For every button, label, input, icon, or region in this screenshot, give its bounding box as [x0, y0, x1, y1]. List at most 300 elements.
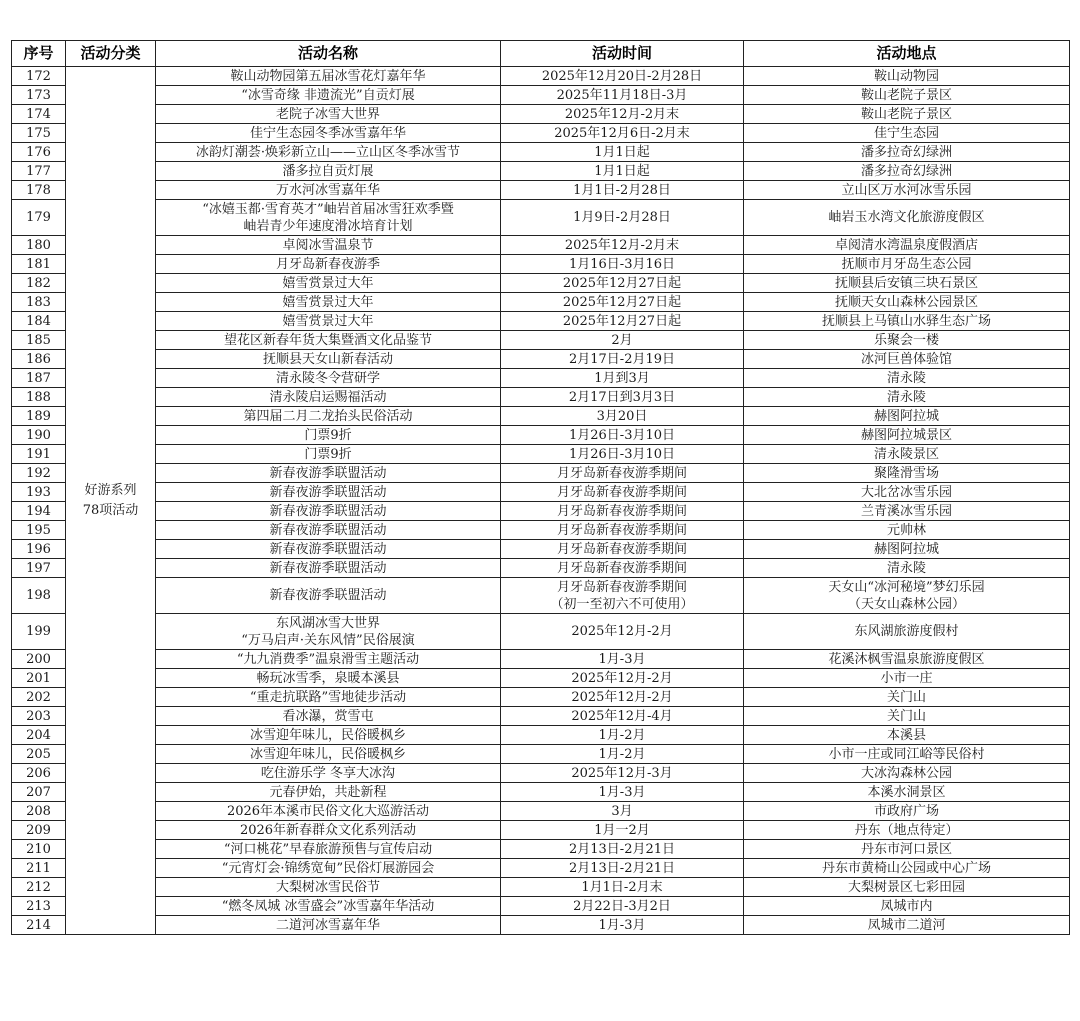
activity-time-cell — [501, 783, 744, 802]
activity-name-text: “冰嬉玉都·雪育英才”岫岩首届冰雪狂欢季暨 — [202, 201, 454, 217]
activity-location-text: 立山区万水河冰雪乐园 — [841, 182, 972, 198]
activity-location-text: 冰河巨兽体验馆 — [860, 351, 952, 367]
activity-time-text: 2025年12月27日起 — [562, 294, 682, 310]
activity-location-text: 抚顺天女山森林公园景区 — [834, 294, 978, 310]
serial-number-cell: 178 — [12, 181, 66, 200]
activity-location-cell — [744, 764, 1070, 783]
activity-name-text: 清永陵启运赐福活动 — [269, 389, 387, 405]
activity-time-text: （初一至初六不可使用） — [550, 596, 694, 612]
activity-time-cell — [501, 464, 744, 483]
activity-location-cell — [744, 369, 1070, 388]
activity-name-cell — [156, 859, 501, 878]
activity-name-cell — [156, 783, 501, 802]
activity-time-cell — [501, 200, 744, 236]
header-row — [12, 41, 1070, 67]
activity-name-cell — [156, 105, 501, 124]
table-row — [12, 86, 1070, 105]
activity-name-text: 2026年新春群众文化系列活动 — [239, 822, 417, 838]
activity-location-text: 兰青溪冰雪乐园 — [860, 503, 952, 519]
activity-name-text: 卓阅冰雪温泉节 — [282, 237, 374, 253]
activity-time-cell — [501, 483, 744, 502]
activity-time-text: 1月1日起 — [594, 144, 650, 160]
activity-time-text: 2025年12月-2月 — [571, 624, 673, 639]
activity-name-text: 东风湖冰雪大世界 — [275, 615, 380, 631]
activity-time-cell — [501, 105, 744, 124]
activity-location-cell — [744, 143, 1070, 162]
activity-time-text: 2025年12月20日-2月28日 — [541, 68, 703, 84]
activity-time-text: 月牙岛新春夜游季期间 — [556, 484, 687, 500]
serial-number-cell: 186 — [12, 350, 66, 369]
serial-number-cell: 200 — [12, 650, 66, 669]
activity-location-cell — [744, 688, 1070, 707]
activity-name-text: 潘多拉自贡灯展 — [282, 163, 374, 179]
activity-location-cell — [744, 650, 1070, 669]
activity-location-cell — [744, 840, 1070, 859]
serial-number-cell: 188 — [12, 388, 66, 407]
table-row — [12, 614, 1070, 650]
table-row — [12, 350, 1070, 369]
serial-number-cell: 213 — [12, 897, 66, 916]
activity-name-text: 冰雪迎年味儿，民俗暖枫乡 — [249, 727, 406, 743]
activity-location-cell — [744, 614, 1070, 650]
header-serial-number: 序号 — [12, 41, 66, 67]
activity-location-text: 清永陵 — [886, 560, 926, 576]
serial-number-cell: 204 — [12, 726, 66, 745]
activity-location-cell — [744, 426, 1070, 445]
activity-name-cell — [156, 802, 501, 821]
serial-number-cell: 189 — [12, 407, 66, 426]
activity-time-cell — [501, 878, 744, 897]
serial-number-cell: 199 — [12, 614, 66, 650]
activity-location-cell — [744, 124, 1070, 143]
activity-time-cell — [501, 236, 744, 255]
activity-location-cell — [744, 802, 1070, 821]
table-row — [12, 859, 1070, 878]
activity-time-cell — [501, 916, 744, 935]
activity-name-text: 嬉雪赏景过大年 — [282, 275, 374, 291]
activity-time-text: 2月13日-2月21日 — [568, 860, 676, 876]
activity-time-cell — [501, 124, 744, 143]
table-row — [12, 236, 1070, 255]
serial-number-cell: 202 — [12, 688, 66, 707]
table-row — [12, 162, 1070, 181]
activity-time-text: 月牙岛新春夜游季期间 — [556, 541, 687, 557]
activity-time-text: 2月22日-3月2日 — [573, 898, 671, 914]
table-row — [12, 540, 1070, 559]
table-row — [12, 745, 1070, 764]
activity-location-text: 元帅林 — [886, 522, 926, 538]
activity-time-text: 1月1日-2月末 — [581, 879, 663, 895]
activity-time-text: 1月16日-3月16日 — [568, 256, 676, 272]
activity-time-text: 2025年12月6日-2月末 — [554, 125, 690, 141]
table-row — [12, 124, 1070, 143]
activity-location-text: 丹东市黄椅山公园或中心广场 — [821, 860, 991, 876]
activity-name-cell — [156, 293, 501, 312]
activity-name-cell — [156, 162, 501, 181]
serial-number-cell: 197 — [12, 559, 66, 578]
serial-number-cell: 192 — [12, 464, 66, 483]
activity-time-cell — [501, 388, 744, 407]
activity-name-cell — [156, 200, 501, 236]
table-row — [12, 916, 1070, 935]
activity-name-cell — [156, 86, 501, 105]
activity-time-text: 1月-3月 — [598, 651, 646, 667]
activity-location-cell — [744, 312, 1070, 331]
activity-time-cell — [501, 650, 744, 669]
activity-name-cell — [156, 897, 501, 916]
serial-number-cell: 203 — [12, 707, 66, 726]
table-row — [12, 502, 1070, 521]
activity-name-cell — [156, 840, 501, 859]
activity-location-text: 清永陵景区 — [873, 446, 939, 462]
table-row — [12, 878, 1070, 897]
activity-name-cell — [156, 274, 501, 293]
activity-name-text: “燃冬凤城 冰雪盛会”冰雪嘉年华活动 — [221, 898, 435, 914]
table-row — [12, 105, 1070, 124]
activity-name-cell — [156, 388, 501, 407]
activity-location-text: 抚顺县上马镇山水驿生态广场 — [821, 313, 991, 329]
activity-location-cell — [744, 502, 1070, 521]
activity-name-cell — [156, 707, 501, 726]
category-text: 好游系列 — [84, 482, 137, 498]
activity-name-text: 万水河冰雪嘉年华 — [275, 182, 380, 198]
activity-name-text: 月牙岛新春夜游季 — [275, 256, 380, 272]
table-row — [12, 274, 1070, 293]
table-row — [12, 802, 1070, 821]
activity-name-cell — [156, 312, 501, 331]
activity-time-cell — [501, 540, 744, 559]
table-row — [12, 143, 1070, 162]
activity-time-text: 1月-3月 — [598, 917, 646, 933]
activity-location-text: （天女山森林公园） — [847, 596, 965, 612]
activity-name-cell — [156, 726, 501, 745]
activity-time-text: 2025年11月18日-3月 — [556, 87, 688, 103]
activity-location-cell — [744, 859, 1070, 878]
serial-number-cell: 212 — [12, 878, 66, 897]
serial-number-cell: 172 — [12, 67, 66, 86]
activity-time-cell — [501, 688, 744, 707]
activity-time-cell — [501, 426, 744, 445]
activity-location-cell — [744, 726, 1070, 745]
activity-name-text: “冰雪奇缘 非遗流光”自贡灯展 — [241, 87, 415, 103]
activity-time-cell — [501, 445, 744, 464]
activity-time-text: 3月 — [611, 803, 633, 819]
activity-location-text: 鞍山老院子景区 — [860, 106, 952, 122]
activity-name-text: 2026年本溪市民俗文化大巡游活动 — [226, 803, 430, 819]
activity-location-cell — [744, 407, 1070, 426]
activity-name-text: 看冰瀑，赏雪屯 — [282, 708, 374, 724]
activity-time-text: 2025年12月-4月 — [571, 708, 673, 724]
activity-name-cell — [156, 236, 501, 255]
activity-name-cell — [156, 350, 501, 369]
activity-time-cell — [501, 502, 744, 521]
activity-name-text: 新春夜游季联盟活动 — [269, 560, 387, 576]
table-row — [12, 388, 1070, 407]
activity-location-text: 小市一庄 — [880, 670, 933, 686]
serial-number-cell: 183 — [12, 293, 66, 312]
serial-number-cell: 173 — [12, 86, 66, 105]
serial-number-cell: 181 — [12, 255, 66, 274]
activity-name-cell — [156, 369, 501, 388]
table-row — [12, 764, 1070, 783]
activity-location-text: 清永陵 — [886, 389, 926, 405]
activity-location-text: 鞍山动物园 — [873, 68, 939, 84]
activity-location-text: 关门山 — [886, 689, 926, 705]
activity-name-cell — [156, 464, 501, 483]
activity-location-text: 聚隆滑雪场 — [873, 465, 939, 481]
activity-location-text: 赫图阿拉城 — [873, 541, 939, 557]
activity-location-text: 潘多拉奇幻绿洲 — [860, 144, 952, 160]
activity-name-text: 大梨树冰雪民俗节 — [275, 879, 380, 895]
serial-number-cell: 190 — [12, 426, 66, 445]
activity-name-text: 望花区新春年货大集暨酒文化品鉴节 — [223, 332, 432, 348]
table-row — [12, 369, 1070, 388]
serial-number-cell: 211 — [12, 859, 66, 878]
activity-time-cell — [501, 897, 744, 916]
serial-number-cell: 179 — [12, 200, 66, 236]
activity-time-text: 2025年12月-2月 — [571, 670, 673, 686]
activity-location-text: 鞍山老院子景区 — [860, 87, 952, 103]
activity-time-cell — [501, 521, 744, 540]
activity-location-cell — [744, 86, 1070, 105]
activity-location-text: 丹东（地点待定） — [854, 822, 959, 838]
table-row — [12, 464, 1070, 483]
activity-name-cell — [156, 445, 501, 464]
activity-time-text: 2025年12月-3月 — [571, 765, 673, 781]
activity-location-text: 大梨树景区七彩田园 — [847, 879, 965, 895]
activity-name-text: “重走抗联路”雪地徒步活动 — [249, 689, 407, 705]
activity-name-cell — [156, 143, 501, 162]
activity-time-cell — [501, 67, 744, 86]
activity-name-cell — [156, 916, 501, 935]
activity-location-text: 小市一庄或同江峪等民俗村 — [828, 746, 985, 762]
serial-number-cell: 214 — [12, 916, 66, 935]
activity-time-text: 1月-2月 — [598, 746, 646, 762]
activity-name-cell — [156, 745, 501, 764]
activity-location-cell — [744, 559, 1070, 578]
activity-time-cell — [501, 614, 744, 650]
table-row — [12, 67, 1070, 86]
activity-location-text: 关门山 — [886, 708, 926, 724]
activity-time-cell — [501, 312, 744, 331]
activity-time-text: 月牙岛新春夜游季期间 — [556, 522, 687, 538]
activity-name-text: 嬉雪赏景过大年 — [282, 313, 374, 329]
activity-time-text: 月牙岛新春夜游季期间 — [556, 503, 687, 519]
table-row — [12, 445, 1070, 464]
activity-name-cell — [156, 614, 501, 650]
serial-number-cell: 196 — [12, 540, 66, 559]
activity-name-cell — [156, 426, 501, 445]
activity-name-text: 新春夜游季联盟活动 — [269, 522, 387, 538]
activity-name-cell — [156, 67, 501, 86]
serial-number-cell: 194 — [12, 502, 66, 521]
header-activity-time: 活动时间 — [501, 41, 744, 67]
activity-time-cell — [501, 726, 744, 745]
activity-time-cell — [501, 669, 744, 688]
activity-time-text: 2025年12月27日起 — [562, 313, 682, 329]
category-text: 78项活动 — [82, 502, 139, 518]
activity-name-cell — [156, 669, 501, 688]
activity-time-text: 1月1日-2月28日 — [573, 182, 671, 198]
activity-name-text: 冰雪迎年味儿，民俗暖枫乡 — [249, 746, 406, 762]
activity-name-cell — [156, 559, 501, 578]
serial-number-cell: 195 — [12, 521, 66, 540]
activity-location-text: 天女山“冰河秘境”梦幻乐园 — [828, 579, 985, 595]
header-activity-location: 活动地点 — [744, 41, 1070, 67]
activity-time-text: 1月一2月 — [594, 822, 650, 838]
activity-location-cell — [744, 236, 1070, 255]
activity-location-cell — [744, 105, 1070, 124]
activity-name-cell — [156, 181, 501, 200]
activity-location-text: 大北岔冰雪乐园 — [860, 484, 952, 500]
activity-location-text: 本溪县 — [886, 727, 926, 743]
table-row — [12, 483, 1070, 502]
activity-location-text: 佳宁生态园 — [873, 125, 939, 141]
activity-name-text: 第四届二月二龙抬头民俗活动 — [243, 408, 413, 424]
activity-name-text: 清永陵冬令营研学 — [275, 370, 380, 386]
activity-time-text: 1月-3月 — [598, 784, 646, 800]
activity-location-cell — [744, 578, 1070, 614]
activity-time-cell — [501, 143, 744, 162]
table-body — [12, 67, 1070, 935]
activity-location-text: 抚顺市月牙岛生态公园 — [841, 256, 972, 272]
activity-time-text: 1月-2月 — [598, 727, 646, 743]
activity-location-cell — [744, 350, 1070, 369]
header-activity-name: 活动名称 — [156, 41, 501, 67]
activity-time-cell — [501, 745, 744, 764]
serial-number-cell: 184 — [12, 312, 66, 331]
table-row — [12, 521, 1070, 540]
serial-number-cell: 205 — [12, 745, 66, 764]
table-row — [12, 181, 1070, 200]
activity-name-cell — [156, 821, 501, 840]
activity-time-cell — [501, 821, 744, 840]
activity-location-cell — [744, 821, 1070, 840]
activity-location-cell — [744, 200, 1070, 236]
activity-time-text: 2025年12月27日起 — [562, 275, 682, 291]
activity-name-text: “九九消费季”温泉滑雪主题活动 — [236, 651, 420, 667]
activity-name-text: 新春夜游季联盟活动 — [269, 465, 387, 481]
activity-time-cell — [501, 707, 744, 726]
activity-time-cell — [501, 274, 744, 293]
activity-location-text: 潘多拉奇幻绿洲 — [860, 163, 952, 179]
table-row — [12, 578, 1070, 614]
activity-name-cell — [156, 764, 501, 783]
activity-name-cell — [156, 578, 501, 614]
activity-time-text: 1月26日-3月10日 — [568, 446, 676, 462]
activity-location-cell — [744, 878, 1070, 897]
activity-name-text: 门票9折 — [304, 446, 352, 462]
activity-name-text: 冰韵灯潮荟·焕彩新立山——立山区冬季冰雪节 — [195, 144, 461, 160]
activity-table — [11, 40, 1070, 935]
serial-number-cell: 207 — [12, 783, 66, 802]
activity-name-text: “河口桃花”早春旅游预售与宣传启动 — [223, 841, 433, 857]
activity-name-text: 新春夜游季联盟活动 — [269, 484, 387, 500]
serial-number-cell: 185 — [12, 331, 66, 350]
activity-time-text: 2025年12月-2月 — [571, 689, 673, 705]
activity-time-cell — [501, 293, 744, 312]
activity-time-text: 1月26日-3月10日 — [568, 427, 676, 443]
activity-time-text: 月牙岛新春夜游季期间 — [556, 560, 687, 576]
serial-number-cell: 182 — [12, 274, 66, 293]
activity-name-cell — [156, 540, 501, 559]
table-row — [12, 255, 1070, 274]
activity-time-cell — [501, 559, 744, 578]
activity-location-text: 乐聚会一楼 — [873, 332, 939, 348]
activity-name-text: 老院子冰雪大世界 — [275, 106, 380, 122]
table-row — [12, 707, 1070, 726]
activity-time-text: 3月20日 — [596, 408, 648, 424]
activity-time-text: 2月17日到3月3日 — [568, 389, 676, 405]
category-cell — [66, 67, 156, 935]
activity-time-text: 月牙岛新春夜游季期间 — [556, 579, 687, 595]
activity-time-text: 2025年12月-2月末 — [564, 106, 680, 122]
table-row — [12, 200, 1070, 236]
activity-name-text: “元宵灯会·锦绣宽甸”民俗灯展游园会 — [221, 860, 435, 876]
activity-name-cell — [156, 483, 501, 502]
table-row — [12, 559, 1070, 578]
activity-name-text: 佳宁生态园冬季冰雪嘉年华 — [249, 125, 406, 141]
activity-name-text: 新春夜游季联盟活动 — [269, 503, 387, 519]
activity-name-text: 抚顺县天女山新春活动 — [262, 351, 393, 367]
activity-location-cell — [744, 162, 1070, 181]
activity-name-text: 鞍山动物园第五届冰雪花灯嘉年华 — [230, 68, 426, 84]
serial-number-cell: 209 — [12, 821, 66, 840]
activity-location-text: 东风湖旅游度假村 — [854, 624, 959, 639]
activity-location-text: 凤城市二道河 — [867, 917, 946, 933]
activity-location-text: 清永陵 — [886, 370, 926, 386]
serial-number-cell: 208 — [12, 802, 66, 821]
activity-location-text: 凤城市内 — [880, 898, 933, 914]
activity-location-cell — [744, 745, 1070, 764]
activity-location-cell — [744, 67, 1070, 86]
activity-name-cell — [156, 255, 501, 274]
activity-location-text: 赫图阿拉城 — [873, 408, 939, 424]
table-row — [12, 897, 1070, 916]
activity-time-text: 2月13日-2月21日 — [568, 841, 676, 857]
activity-time-cell — [501, 578, 744, 614]
activity-location-text: 抚顺县后安镇三块石景区 — [834, 275, 978, 291]
activity-time-cell — [501, 764, 744, 783]
activity-time-text: 2025年12月-2月末 — [564, 237, 680, 253]
activity-name-text: 嬉雪赏景过大年 — [282, 294, 374, 310]
serial-number-cell: 206 — [12, 764, 66, 783]
table-row — [12, 407, 1070, 426]
activity-location-text: 丹东市河口景区 — [860, 841, 952, 857]
activity-time-text: 1月9日-2月28日 — [573, 210, 671, 225]
table-row — [12, 840, 1070, 859]
activity-name-text: 二道河冰雪嘉年华 — [275, 917, 380, 933]
activity-location-text: 本溪水洞景区 — [867, 784, 946, 800]
activity-location-text: 花溪沐枫雪温泉旅游度假区 — [828, 651, 985, 667]
activity-location-cell — [744, 445, 1070, 464]
activity-time-text: 1月到3月 — [594, 370, 650, 386]
activity-location-cell — [744, 274, 1070, 293]
activity-location-cell — [744, 331, 1070, 350]
activity-name-cell — [156, 124, 501, 143]
activity-time-text: 1月1日起 — [594, 163, 650, 179]
activity-name-text: 岫岩青少年速度滑冰培育计划 — [243, 218, 413, 234]
serial-number-cell: 193 — [12, 483, 66, 502]
activity-time-cell — [501, 840, 744, 859]
activity-name-cell — [156, 407, 501, 426]
table-row — [12, 688, 1070, 707]
activity-time-text: 月牙岛新春夜游季期间 — [556, 465, 687, 481]
activity-location-text: 岫岩玉水湾文化旅游度假区 — [828, 210, 985, 225]
serial-number-cell: 187 — [12, 369, 66, 388]
activity-name-text: 门票9折 — [304, 427, 352, 443]
activity-location-text: 大冰沟森林公园 — [860, 765, 952, 781]
